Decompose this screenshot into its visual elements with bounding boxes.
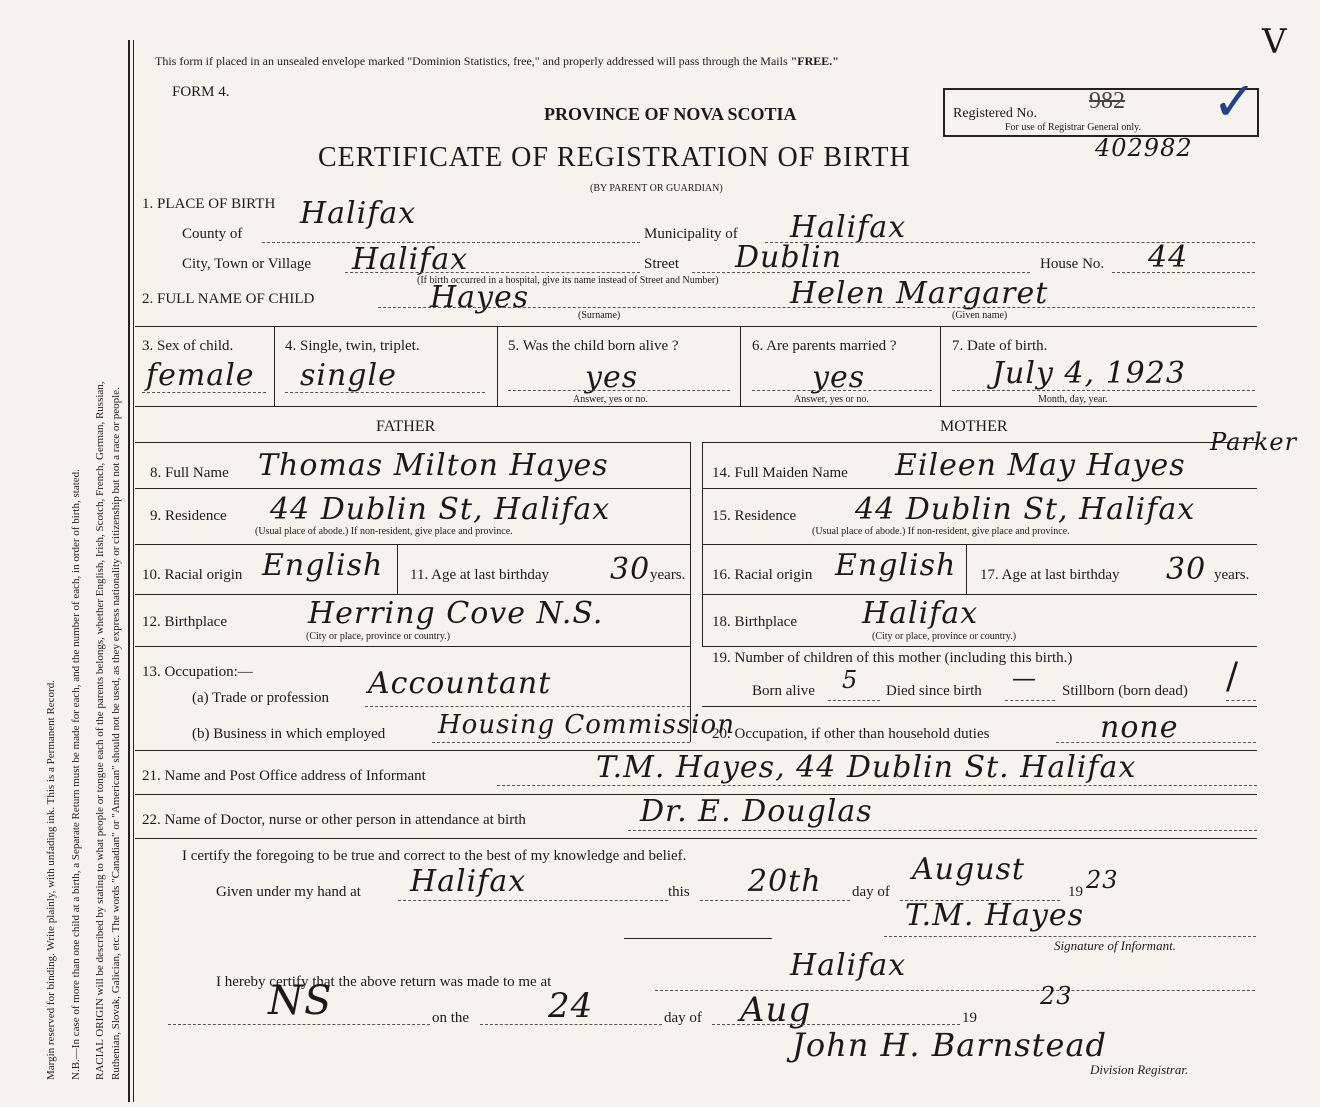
province-heading: PROVINCE OF NOVA SCOTIA (544, 104, 797, 124)
father-abode-caption: (Usual place of abode.) If non-resident, give place and province. (255, 526, 513, 537)
mother-birthplace-label: 18. Birthplace (712, 614, 797, 630)
mother-race-rule (702, 594, 1257, 595)
binding-rule-inner (133, 40, 134, 1102)
given-year-value: 23 (1086, 866, 1119, 894)
rule-row3-top (135, 326, 1257, 327)
answer-caption-5: Answer, yes or no. (573, 394, 648, 405)
hereby-certify-label: I hereby certify that the above return was made to me at (216, 974, 552, 990)
father-residence-value: 44 Dublin St, Halifax (270, 492, 611, 527)
trade-value: Accountant (368, 666, 552, 701)
divider-6-7 (940, 326, 941, 406)
date-of-birth-label: 7. Date of birth. (952, 338, 1048, 354)
returned-at-value: Halifax (790, 948, 907, 983)
given-day-line (700, 900, 850, 901)
date-of-birth-value: July 4, 1923 (992, 356, 1186, 391)
plurality-line (285, 392, 485, 393)
mother-abode-caption: (Usual place of abode.) If non-resident, give place and province. (812, 526, 1070, 537)
father-heading: FATHER (376, 418, 436, 435)
place-of-birth-label: 1. PLACE OF BIRTH (142, 196, 276, 212)
certificate-title: CERTIFICATE OF REGISTRATION OF BIRTH (318, 142, 911, 173)
mother-birthplace-caption: (City or place, province or country.) (872, 631, 1017, 642)
form-number: FORM 4. (172, 84, 230, 100)
died-since-value: — (1012, 664, 1037, 692)
day-of-label: day of (852, 884, 890, 900)
registered-no-note: For use of Registrar General only. (1005, 122, 1141, 133)
margin-note-multiple-births: N.B.—In case of more than one child at a birth, a Separate Return must be made for each, and the number of each, in order of birth, stated. (70, 469, 82, 1080)
father-years-label: years. (650, 567, 686, 583)
mother-name-label: 14. Full Maiden Name (712, 465, 848, 481)
year-prefix-label: 19 (1068, 884, 1083, 900)
father-birthplace-value: Herring Cove N.S. (308, 596, 604, 631)
initials-line (168, 1024, 430, 1025)
divider-5-6 (740, 326, 741, 406)
born-alive-q-value: yes (585, 360, 639, 395)
father-column-edge (690, 442, 691, 742)
plurality-value: single (300, 358, 397, 393)
sex-line (142, 392, 266, 393)
house-no-line (1112, 272, 1255, 273)
informant-value: T.M. Hayes, 44 Dublin St. Halifax (596, 750, 1137, 785)
mother-residence-rule (702, 544, 1257, 545)
on-month-line (712, 1024, 960, 1025)
father-birthplace-label: 12. Birthplace (142, 614, 227, 630)
parents-married-line (752, 390, 932, 391)
sex-label: 3. Sex of child. (142, 338, 234, 354)
municipality-value: Halifax (790, 210, 907, 245)
mother-race-value: English (835, 548, 957, 583)
registered-no-label: Registered No. (953, 106, 1037, 121)
father-race-rule (135, 594, 691, 595)
corner-mark: V (1262, 22, 1288, 62)
mother-occupation-value: none (1100, 710, 1179, 745)
margin-note-binding: Margin reserved for binding. Write plainly, with unfading ink. This is a Permanent Record. (45, 680, 57, 1080)
mother-name-value: Eileen May Hayes (895, 448, 1186, 483)
father-name-rule (135, 488, 691, 489)
rule-row3-bottom (135, 406, 1257, 407)
father-race-divider (397, 544, 398, 594)
born-alive-label: Born alive (752, 683, 815, 699)
registrar-signature: John H. Barnstead (792, 1026, 1108, 1064)
stillborn-line (1226, 700, 1256, 701)
divider-4-5 (497, 326, 498, 406)
died-since-label: Died since birth (886, 683, 982, 699)
informant-signature: T.M. Hayes (905, 898, 1085, 933)
child-given-name-value: Helen Margaret (790, 276, 1049, 311)
margin-note-racial-origin: RACIAL ORIGIN will be described by stating to what people or tongue each of the parents belongs, whether English, Irish, Scotch, French, German, Russian, (94, 381, 106, 1080)
city-line (345, 272, 640, 273)
born-alive-value: 5 (842, 666, 859, 694)
divider-3-4 (274, 326, 275, 406)
parents-married-label: 6. Are parents married ? (752, 338, 897, 354)
doctor-value: Dr. E. Douglas (640, 794, 873, 829)
informant-signature-line (884, 936, 1256, 937)
born-alive-q-line (508, 390, 730, 391)
street-value: Dublin (735, 240, 843, 275)
plurality-label: 4. Single, twin, triplet. (285, 338, 420, 354)
given-month-value: August (912, 852, 1025, 887)
signature-informant-caption: Signature of Informant. (1054, 938, 1176, 953)
mother-age-label: 17. Age at last birthday (980, 567, 1120, 583)
sex-value: female (146, 358, 255, 393)
child-surname-value: Hayes (430, 280, 530, 315)
father-name-value: Thomas Milton Hayes (258, 448, 609, 483)
mother-birthplace-rule (702, 646, 1257, 647)
month-day-year-caption: Month, day, year. (1038, 394, 1108, 405)
date-of-birth-line (952, 390, 1255, 391)
trade-label: (a) Trade or profession (192, 690, 330, 706)
father-residence-label: 9. Residence (150, 508, 227, 524)
on-day-line (480, 1024, 662, 1025)
business-line (432, 742, 690, 743)
street-line (692, 272, 1030, 273)
father-race-value: English (262, 548, 384, 583)
given-day-value: 20th (748, 864, 822, 899)
street-label: Street (644, 256, 679, 272)
house-no-label: House No. (1040, 256, 1105, 272)
father-birthplace-caption: (City or place, province or country.) (306, 631, 451, 642)
born-alive-line (828, 700, 880, 701)
doctor-line (628, 830, 1257, 831)
children-rule (702, 706, 1257, 707)
on-year-value: 23 (1040, 982, 1073, 1010)
place-of-birth-value: Halifax (300, 196, 417, 231)
given-at-line (398, 900, 668, 901)
mother-name-rule (702, 488, 1257, 489)
surname-caption: (Surname) (578, 310, 621, 321)
certificate-subtitle: (BY PARENT OR GUARDIAN) (590, 183, 723, 194)
hospital-note: (If birth occurred in a hospital, give its name instead of Street and Number) (417, 275, 719, 286)
this-label: this (668, 884, 690, 900)
mother-residence-label: 15. Residence (712, 508, 797, 524)
house-no-value: 44 (1148, 240, 1189, 275)
mother-residence-value: 44 Dublin St, Halifax (855, 492, 1196, 527)
given-at-value: Halifax (410, 864, 527, 899)
county-label: County of (182, 226, 243, 242)
mother-years-label: years. (1214, 567, 1250, 583)
on-month-value: Aug (740, 990, 812, 1030)
short-signature-rule (624, 938, 772, 939)
father-age-label: 11. Age at last birthday (410, 567, 549, 583)
died-since-line (1005, 700, 1055, 701)
city-label: City, Town or Village (182, 256, 312, 272)
rule-cert-top (135, 838, 1257, 839)
stillborn-value: / (1226, 656, 1240, 697)
born-alive-q-label: 5. Was the child born alive ? (508, 338, 679, 354)
year-2-prefix-label: 19 (962, 1010, 977, 1026)
mother-heading: MOTHER (940, 418, 1008, 435)
registrar-initials: NS (268, 978, 333, 1024)
mother-occupation-line (1056, 742, 1256, 743)
mother-rule-top (702, 442, 1257, 443)
certify-statement: I certify the foregoing to be true and correct to the best of my knowledge and belief. (182, 848, 687, 864)
father-residence-rule (135, 544, 691, 545)
margin-note-racial-origin-2: Ruthenian, Slovak, Galician, etc. The words "Canadian" or "American" should not be used, as they express nationality or citizenship but not a race or people. (110, 387, 122, 1080)
trade-line (365, 706, 690, 707)
child-name-line (378, 307, 1255, 308)
father-name-label: 8. Full Name (150, 465, 229, 481)
parents-married-value: yes (812, 360, 866, 395)
registered-no-value: 982 (1089, 88, 1125, 114)
mother-occupation-label: 20. Occupation, if other than household duties (712, 726, 990, 742)
mother-race-label: 16. Racial origin (712, 567, 813, 583)
father-rule-top (135, 442, 691, 443)
informant-line (497, 785, 1257, 786)
mother-race-divider (966, 544, 967, 594)
informant-label: 21. Name and Post Office address of Informant (142, 768, 426, 784)
father-birthplace-rule (135, 646, 691, 647)
on-day-value: 24 (548, 986, 594, 1026)
on-the-label: on the (432, 1010, 470, 1026)
father-race-label: 10. Racial origin (142, 567, 243, 583)
doctor-label: 22. Name of Doctor, nurse or other person in attendance at birth (142, 812, 526, 828)
city-value: Halifax (352, 242, 469, 277)
business-label: (b) Business in which employed (192, 726, 386, 742)
occupation-label: 13. Occupation:— (142, 664, 253, 680)
mail-note: This form if placed in an unsealed envelope marked "Dominion Statistics, free," and properly addressed will pass through the Mails "FREE." (155, 54, 839, 68)
given-name-caption: (Given name) (952, 310, 1008, 321)
handwritten-number: 402982 (1095, 134, 1193, 162)
day-of-2-label: day of (664, 1010, 702, 1026)
given-under-label: Given under my hand at (216, 884, 361, 900)
stillborn-label: Stillborn (born dead) (1062, 683, 1188, 699)
answer-caption-6: Answer, yes or no. (794, 394, 869, 405)
business-value: Housing Commission (438, 710, 735, 740)
father-age-value: 30 (610, 552, 651, 587)
mother-birthplace-value: Halifax (862, 596, 979, 631)
children-count-label: 19. Number of children of this mother (including this birth.) (712, 650, 1073, 666)
mother-name-correction: Parker (1210, 428, 1298, 456)
municipality-label: Municipality of (644, 226, 738, 242)
division-registrar-caption: Division Registrar. (1090, 1062, 1189, 1077)
mother-age-value: 30 (1166, 552, 1207, 587)
binding-rule (128, 40, 130, 1102)
check-mark-icon: ✓ (1212, 70, 1259, 133)
child-name-label: 2. FULL NAME OF CHILD (142, 291, 315, 307)
